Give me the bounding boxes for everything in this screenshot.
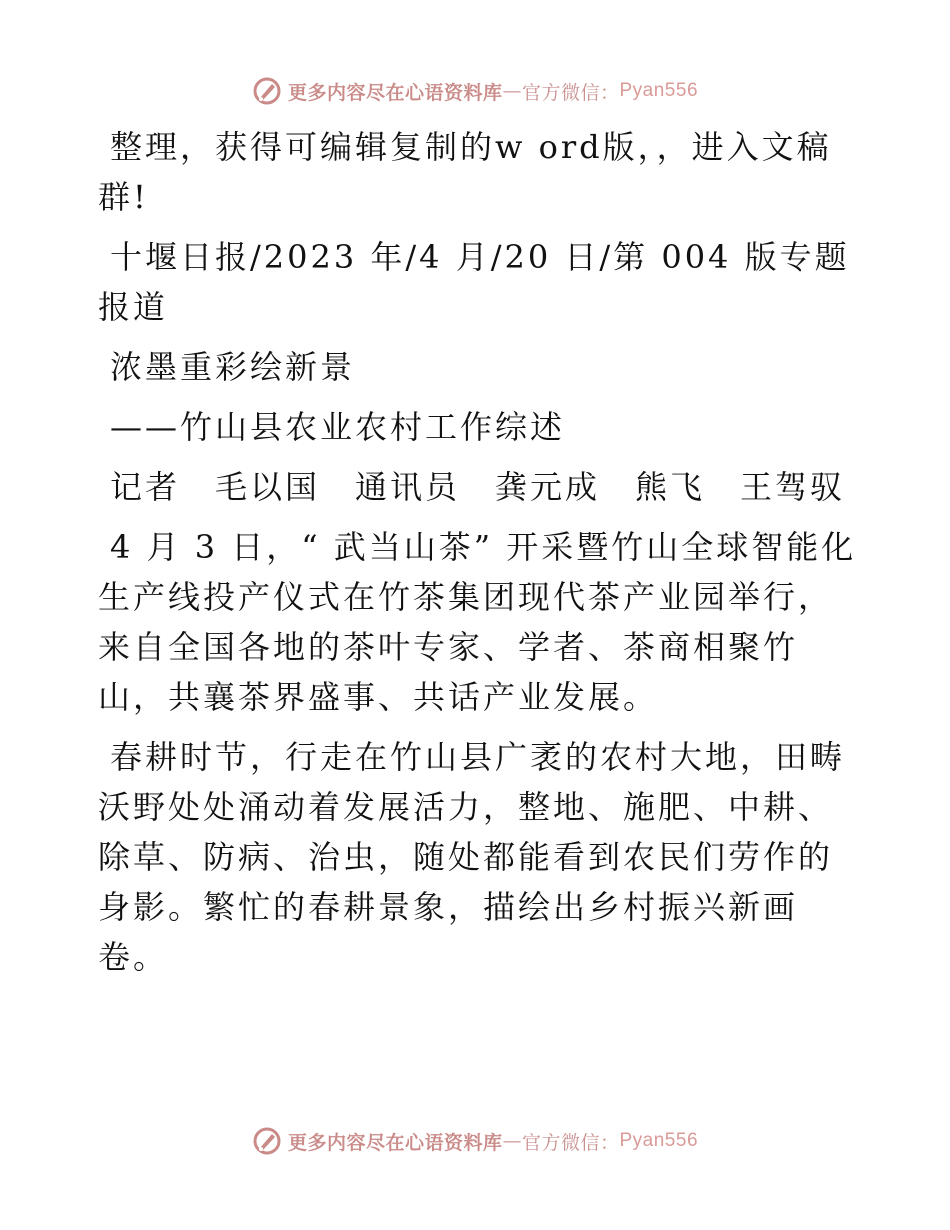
paragraph-text: 春耕时节，行走在竹山县广袤的农村大地，田畴沃野处处涌动着发展活力，整地、施肥、中耕、除草、防病、治虫，随处都能看到农民们劳作的身影。繁忙的春耕景象，描绘出乡村振兴新画卷。	[98, 738, 846, 976]
watermark-account-label: 官方微信：	[521, 1131, 620, 1154]
paragraph-text: 浓墨重彩绘新景	[110, 348, 356, 386]
watermark-separator: —	[502, 1130, 522, 1152]
article-subtitle	[98, 402, 858, 452]
watermark-main-text: 更多内容尽在心语资料库	[287, 1131, 503, 1154]
paragraph-intro	[98, 122, 858, 222]
pen-logo-icon	[252, 1126, 282, 1156]
article-byline	[98, 462, 858, 512]
article-title	[98, 342, 858, 392]
watermark-account-label: 官方微信：	[521, 81, 620, 104]
watermark-id: Pyan556	[619, 80, 699, 101]
watermark-id: Pyan556	[619, 1130, 699, 1151]
pen-logo-icon	[252, 76, 282, 106]
watermark-separator: —	[502, 80, 522, 102]
paragraph-text: 整理，获得可编辑复制的w ord版，，进入文稿群!	[98, 128, 832, 216]
paragraph-text: ——竹山县农业农村工作综述	[110, 408, 566, 446]
paragraph-body-1	[98, 522, 858, 722]
paragraph-text: 4 月 3 日，“ 武当山茶” 开采暨竹山全球智能化生产线投产仪式在竹茶集团现代茶产业园举行，来自全国各地的茶叶专家、学者、茶商相聚竹山，共襄茶界盛事、共话产业发展。	[98, 528, 857, 716]
document-body	[98, 122, 858, 992]
paragraph-source	[98, 232, 858, 332]
paragraph-text: 记者 毛以国 通讯员 龚元成 熊飞 王驾驭	[110, 468, 846, 506]
paragraph-body-2	[98, 732, 858, 982]
footer-watermark	[0, 1121, 950, 1161]
header-watermark	[0, 71, 950, 111]
watermark-main-text: 更多内容尽在心语资料库	[287, 81, 503, 104]
paragraph-text: 十堰日报/2023 年/4 月/20 日/第 004 版专题报道	[98, 238, 850, 326]
